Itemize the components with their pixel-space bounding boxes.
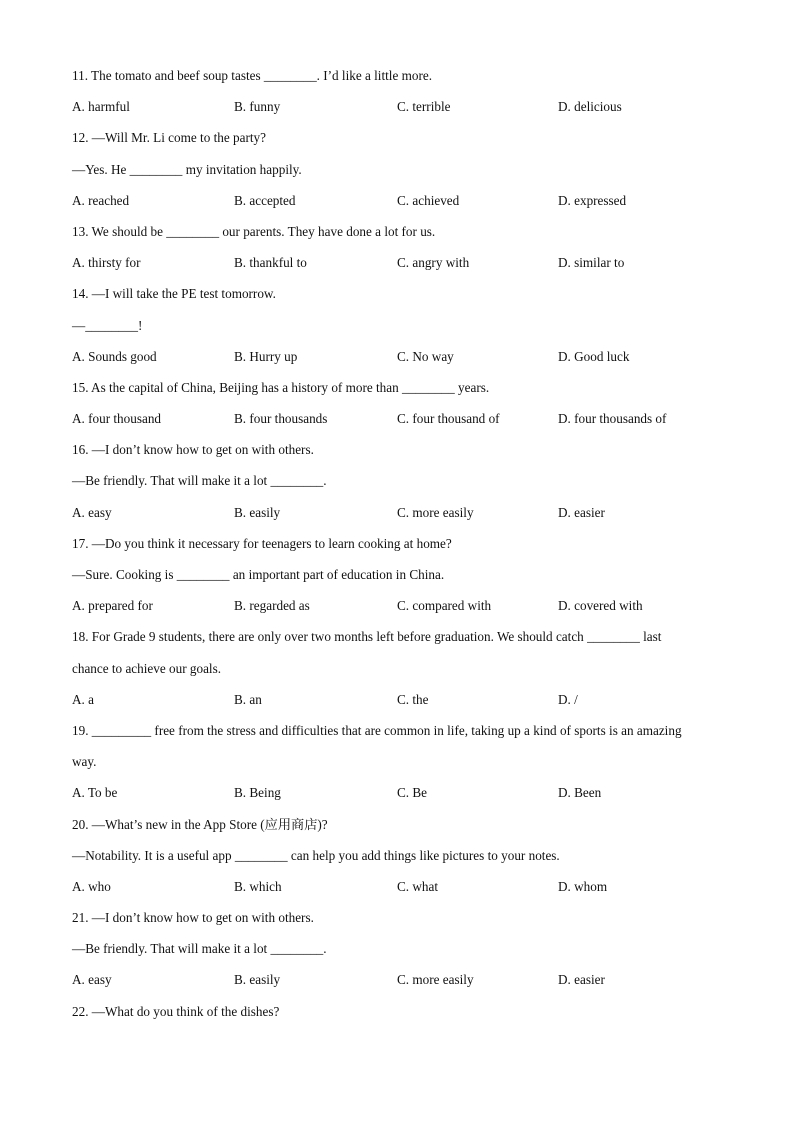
text-line: 14. —I will take the PE test tomorrow. [72, 286, 276, 302]
text-line: 21. —I don’t know how to get on with others. [72, 910, 314, 926]
option-a: A. reached [72, 192, 130, 208]
option-a: A. To be [72, 785, 118, 801]
text-line: 17. —Do you think it necessary for teenagers to learn cooking at home? [72, 535, 452, 551]
text-line: —________! [72, 317, 143, 333]
option-c: C. terrible [397, 99, 451, 115]
text-line: 22. —What do you think of the dishes? [72, 1003, 280, 1019]
option-b: B. funny [234, 99, 281, 115]
options-row [72, 503, 732, 534]
option-b: B. accepted [234, 192, 296, 208]
option-d: D. Good luck [558, 348, 630, 364]
option-d: D. easier [558, 504, 605, 520]
option-d: D. four thousands of [558, 411, 667, 427]
option-c: C. No way [397, 348, 454, 364]
option-b: B. regarded as [234, 598, 310, 614]
option-c: C. angry with [397, 255, 470, 271]
text-line: way. [72, 754, 97, 770]
option-c: C. Be [397, 785, 428, 801]
option-b: B. easily [234, 504, 281, 520]
options-row [72, 690, 732, 721]
option-a: A. four thousand [72, 411, 162, 427]
option-d: D. delicious [558, 99, 622, 115]
option-a: A. harmful [72, 99, 130, 115]
option-d: D. / [558, 691, 578, 707]
option-b: B. four thousands [234, 411, 328, 427]
options-row [72, 877, 732, 908]
option-c: C. compared with [397, 598, 492, 614]
option-b: B. thankful to [234, 255, 307, 271]
option-a: A. a [72, 691, 94, 707]
text-line: 13. We should be ________ our parents. They have done a lot for us. [72, 223, 436, 239]
options-row [72, 783, 732, 814]
options-row [72, 596, 732, 627]
option-b: B. Being [234, 785, 281, 801]
text-line: —Be friendly. That will make it a lot ________. [72, 473, 327, 489]
text-line: 11. The tomato and beef soup tastes ________. I’d like a little more. [72, 68, 433, 83]
text-line: 19. _________ free from the stress and difficulties that are common in life, taking up a kind of sports is an amazing [72, 722, 682, 738]
option-a: A. Sounds good [72, 348, 157, 364]
option-d: D. expressed [558, 192, 627, 208]
option-c: C. achieved [397, 192, 460, 208]
text-line: chance to achieve our goals. [72, 660, 222, 676]
options-row [72, 409, 732, 440]
options-row [72, 253, 732, 284]
option-d: D. similar to [558, 255, 625, 271]
option-d: D. Been [558, 785, 602, 801]
option-b: B. Hurry up [234, 348, 298, 364]
text-line: 15. As the capital of China, Beijing has a history of more than ________ years. [72, 379, 490, 395]
option-a: A. thirsty for [72, 255, 141, 271]
options-row [72, 347, 732, 378]
option-c: C. the [397, 691, 429, 707]
text-line: —Notability. It is a useful app ________ can help you add things like pictures to your notes. [72, 847, 560, 863]
option-c: C. what [397, 878, 439, 894]
option-d: D. whom [558, 878, 608, 894]
text-line: 12. —Will Mr. Li come to the party? [72, 130, 266, 146]
text-line: 20. —What’s new in the App Store (应用商店)? [72, 816, 328, 832]
option-c: C. more easily [397, 504, 474, 520]
text-line: —Yes. He ________ my invitation happily. [72, 161, 302, 177]
text-line: —Be friendly. That will make it a lot ________. [72, 941, 327, 957]
text-line: 16. —I don’t know how to get on with others. [72, 442, 314, 458]
option-a: A. easy [72, 972, 112, 988]
option-b: B. easily [234, 972, 281, 988]
document-page [72, 66, 732, 1033]
option-d: D. covered with [558, 598, 643, 614]
text-line: —Sure. Cooking is ________ an important part of education in China. [72, 567, 445, 582]
options-row [72, 97, 732, 128]
text-line: 18. For Grade 9 students, there are only over two months left before graduation. We should catch ________ last [72, 629, 662, 645]
option-a: A. prepared for [72, 598, 153, 614]
option-b: B. which [234, 878, 282, 894]
option-d: D. easier [558, 972, 605, 988]
options-row [72, 191, 732, 222]
option-a: A. easy [72, 504, 112, 520]
option-a: A. who [72, 878, 111, 894]
option-c: C. more easily [397, 972, 474, 988]
options-row [72, 970, 732, 1001]
option-c: C. four thousand of [397, 411, 500, 427]
option-b: B. an [234, 691, 262, 707]
